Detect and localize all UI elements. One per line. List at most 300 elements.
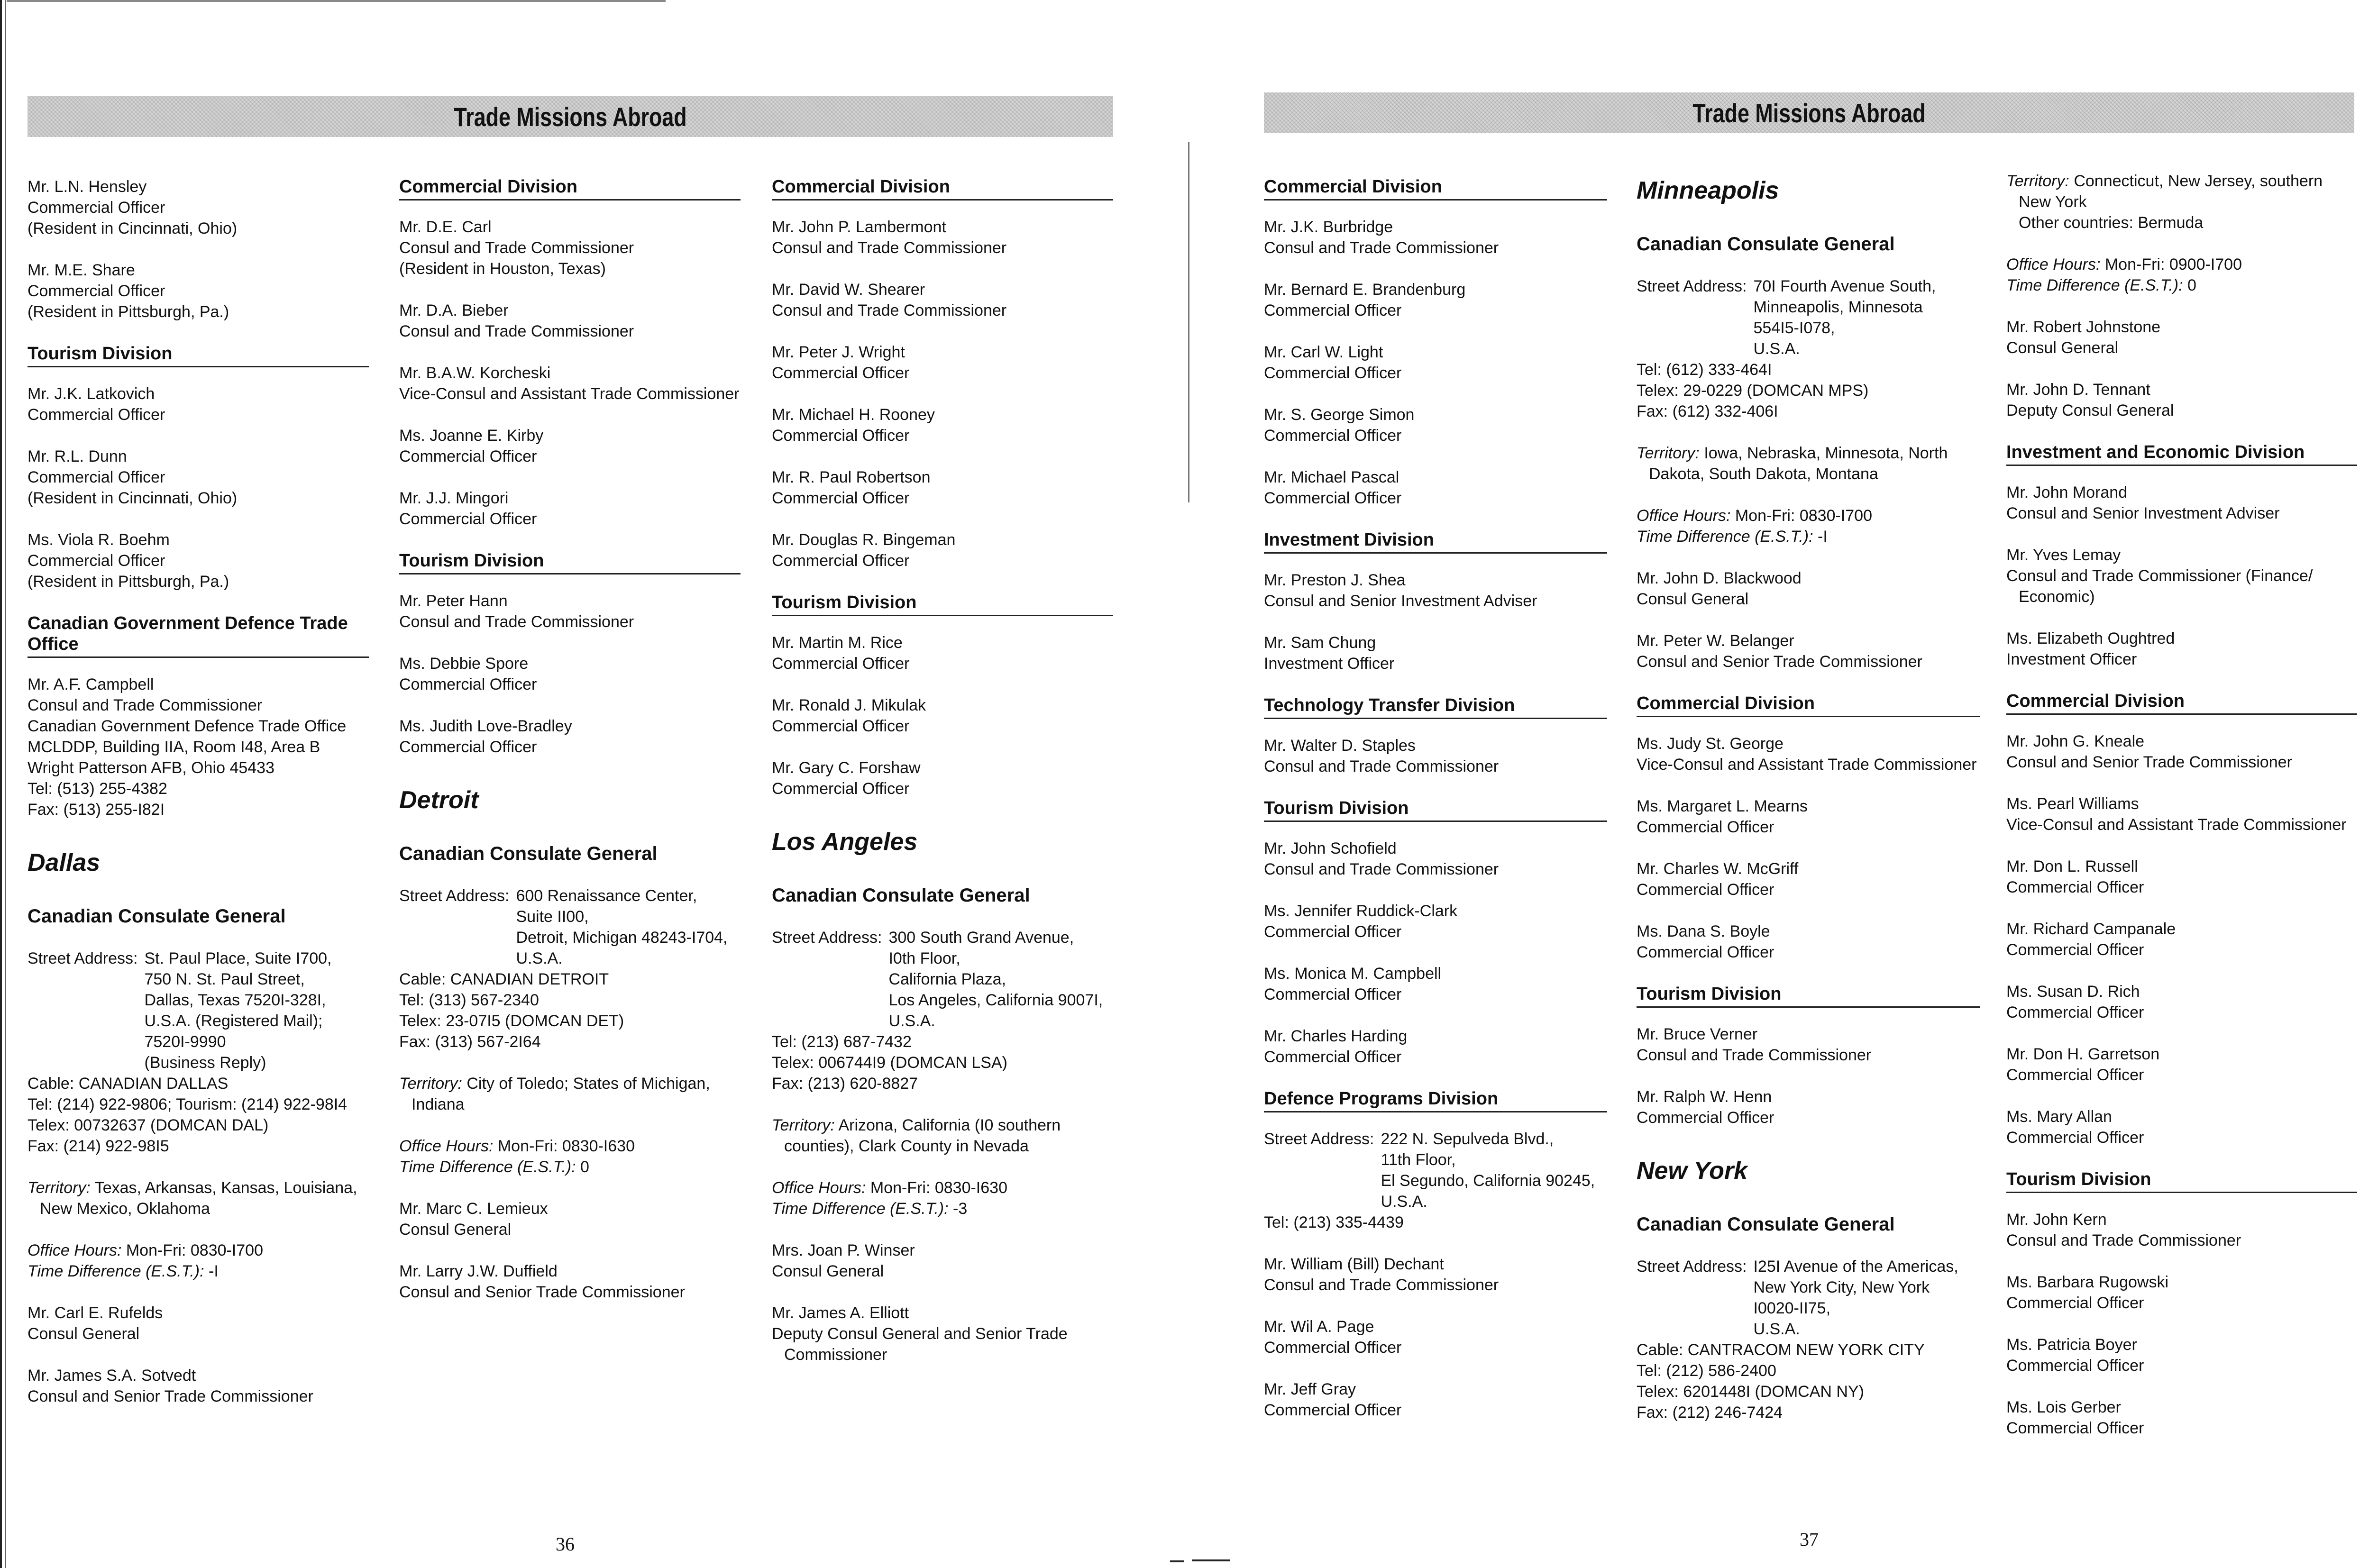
officer-title: (Resident in Cincinnati, Ohio): [27, 489, 238, 507]
officer-entry: [1637, 858, 1980, 900]
territory-line: [399, 1073, 741, 1094]
binding-edge: [0, 0, 6, 1568]
officer-list: [2006, 1209, 2357, 1439]
officer-title: Commercial Officer: [772, 780, 910, 798]
officer-entry: [2006, 1334, 2357, 1376]
officer-name: Mr. Michael H. Rooney: [772, 406, 935, 424]
territory-value: Iowa, Nebraska, Minnesota, North: [1704, 444, 1948, 462]
officer-entry: [27, 529, 369, 592]
time-difference-line: [27, 1261, 369, 1282]
officer-title: Commercial Officer: [1264, 301, 1402, 319]
consulate-general-heading: Canadian Consulate General: [399, 843, 658, 864]
address-line: 70I Fourth Avenue South,: [1753, 277, 1936, 295]
territory-line: [772, 1115, 1113, 1136]
officer-name: Mr. B.A.W. Korcheski: [399, 364, 551, 382]
address-line: U.S.A.: [1753, 1320, 1800, 1338]
officer-entry: [2006, 856, 2357, 898]
section-heading-commercial: Commercial Division: [399, 176, 741, 201]
officer-entry: [399, 591, 741, 632]
territory-value: Arizona, California (I0 southern: [838, 1116, 1061, 1134]
officer-entry: [1264, 632, 1607, 674]
officer-entry: [1264, 901, 1607, 942]
officer-name: Ms. Elizabeth Oughtred: [2006, 629, 2175, 647]
section-heading-investment: Investment Division: [1264, 529, 1607, 554]
contact-line: Telex: 23-07I5 (DOMCAN DET): [399, 1012, 624, 1030]
officer-entry: [2006, 981, 2357, 1023]
officer-entry: [27, 383, 369, 425]
officer-title: Commercial Officer: [1264, 923, 1402, 941]
contact-line: Telex: 00732637 (DOMCAN DAL): [27, 1116, 269, 1134]
officer-entry: [1264, 279, 1607, 321]
officer-name: Mr. D.E. Carl: [399, 218, 492, 236]
address-lines: [509, 885, 727, 969]
right-column-2: [1637, 176, 1980, 1444]
officer-name: Mr. Bruce Verner: [1637, 1025, 1758, 1043]
officer-title: Consul General: [27, 1325, 140, 1343]
officer-title: Commercial Officer: [1637, 1109, 1774, 1127]
address-line: Minneapolis, Minnesota: [1753, 298, 1923, 316]
other-countries-line: [2006, 212, 2357, 233]
officer-title: Consul and Trade Commissioner: [1264, 239, 1499, 257]
time-difference-line: [1637, 526, 1980, 547]
time-difference-line: [399, 1157, 741, 1177]
address-lines: [1747, 1256, 1958, 1340]
officer-title: Consul and Trade Commissioner: [1637, 1046, 1872, 1064]
officer-entry: [772, 1240, 1113, 1282]
top-edge-rule: [7, 0, 666, 2]
officer-title: Commercial Officer: [2006, 1066, 2144, 1084]
section-heading-investment-economic: Investment and Economic Division: [2006, 442, 2357, 466]
officer-title: Commercial Officer: [1264, 1048, 1402, 1066]
officer-entry: [1637, 630, 1980, 672]
office-hours-value: Mon-Fri: 0830-I700: [126, 1241, 263, 1259]
office-hours-label: Office Hours:: [772, 1179, 866, 1197]
officer-title: Commercial Officer: [772, 427, 910, 445]
detail-line: Fax: (513) 255-I82I: [27, 801, 165, 819]
officer-title: Consul and Trade Commissioner: [399, 239, 634, 257]
officer-title: Commercial Officer: [2006, 941, 2144, 959]
left-column-1: [27, 176, 369, 1428]
officer-title: Consul General: [2006, 339, 2119, 357]
officer-title: Commercial Officer: [27, 282, 165, 300]
officer-name: Mr. John D. Tennant: [2006, 381, 2150, 399]
contact-line: Fax: (612) 332-406I: [1637, 402, 1778, 420]
territory-label: Territory:: [2006, 172, 2069, 190]
officer-title: Consul and Trade Commissioner: [399, 322, 634, 340]
consulate-general-heading: Canadian Consulate General: [1637, 234, 1895, 255]
address-line: U.S.A.: [1753, 340, 1800, 358]
section-heading-tourism: Tourism Division: [1637, 984, 1980, 1008]
officer-name: Mr. David W. Shearer: [772, 281, 925, 299]
time-difference-line: [2006, 275, 2357, 296]
officer-name: Mr. Jeff Gray: [1264, 1380, 1356, 1398]
officer-name: Mr. Wil A. Page: [1264, 1318, 1374, 1336]
contact-line: Cable: CANADIAN DALLAS: [27, 1075, 229, 1093]
office-hours-value: Mon-Fri: 0830-I700: [1735, 507, 1872, 525]
office-hours-label: Office Hours:: [2006, 255, 2101, 273]
contact-line: Tel: (212) 586-2400: [1637, 1362, 1776, 1380]
officer-entry: [27, 176, 369, 239]
address-line: California Plaza,: [888, 970, 1006, 988]
section-heading-defence-programs: Defence Programs Division: [1264, 1088, 1607, 1112]
officer-entry: [1264, 1026, 1607, 1067]
officer-name: Mr. William (Bill) Dechant: [1264, 1255, 1444, 1273]
section-heading-commercial: Commercial Division: [2006, 691, 2357, 715]
territory-value: City of Toledo; States of Michigan,: [466, 1075, 710, 1093]
officer-title: Commercial Officer: [772, 717, 910, 735]
officer-entry: [2006, 1044, 2357, 1085]
officer-title: Consul General: [399, 1221, 512, 1239]
detail-line: 222 N. Sepulveda Blvd.,: [1381, 1130, 1554, 1148]
section-heading-tourism: Tourism Division: [1264, 798, 1607, 822]
time-difference-label: Time Difference (E.S.T.):: [2006, 276, 2183, 294]
officer-entry: [399, 1198, 741, 1240]
officer-title: Commercial Officer: [2006, 1357, 2144, 1375]
address-lines: [882, 927, 1103, 1031]
officer-title: Vice-Consul and Assistant Trade Commissioner: [1637, 756, 1977, 774]
officer-name: Mr. Yves Lemay: [2006, 546, 2121, 564]
address-line: U.S.A. (Registered Mail);: [144, 1012, 323, 1030]
officer-title: Consul and Trade Commissioner: [399, 613, 634, 631]
officer-title: Commercial Officer: [772, 489, 910, 507]
consulate-general-heading: Canadian Consulate General: [1637, 1214, 1895, 1235]
officer-list: [399, 591, 741, 757]
officer-name: Mr. R.L. Dunn: [27, 447, 127, 465]
time-difference-value: 0: [580, 1158, 589, 1176]
officer-title: Commercial Officer: [2006, 878, 2144, 896]
officer-name: Mr. Peter J. Wright: [772, 343, 905, 361]
officer-entry: [1264, 963, 1607, 1005]
officer-title: Deputy Consul General: [2006, 401, 2174, 419]
officer-entry: [399, 1261, 741, 1303]
contact-line: Telex: 29-0229 (DOMCAN MPS): [1637, 382, 1869, 400]
section-heading-defence-trade-office: Canadian Government Defence Trade Office: [27, 613, 369, 658]
address-line: Detroit, Michigan 48243-I704,: [516, 929, 728, 947]
officer-title: (Resident in Pittsburgh, Pa.): [27, 573, 229, 591]
mission-block-los-angeles: [772, 828, 1113, 1365]
officer-name: Mr. James A. Elliott: [772, 1304, 909, 1322]
section-heading-tourism: Tourism Division: [27, 343, 369, 367]
address-lines: [137, 948, 331, 1073]
right-page: [1184, 0, 2369, 1568]
officer-entry: [1637, 733, 1980, 775]
officer-title: Consul and Trade Commissioner: [1264, 1276, 1499, 1294]
officer-title: Investment Officer: [1264, 655, 1395, 673]
officer-title: Commercial Officer: [1637, 818, 1774, 836]
office-hours-line: [27, 1240, 369, 1261]
officer-title: Consul and Senior Trade Commissioner: [2006, 753, 2292, 771]
officer-entry: [772, 1303, 1113, 1365]
street-address: [1264, 1129, 1607, 1212]
officer-title: Commercial Officer: [399, 675, 537, 693]
contact-line: Tel: (214) 922-9806; Tourism: (214) 922-98I4: [27, 1095, 348, 1113]
officer-title: Consul and Senior Trade Commissioner: [27, 1387, 313, 1405]
officer-title: Vice-Consul and Assistant Trade Commissioner: [399, 385, 740, 403]
contact-lines: [1637, 359, 1980, 422]
officer-entry: [399, 425, 741, 467]
officer-title: Consul General: [1637, 590, 1749, 608]
officer-name: Ms. Joanne E. Kirby: [399, 427, 544, 445]
officer-entry: [1637, 796, 1980, 838]
officer-name: Mr. John Kern: [2006, 1211, 2107, 1229]
officer-name: Ms. Patricia Boyer: [2006, 1336, 2137, 1354]
officer-list: [1637, 568, 1980, 672]
officer-title: Commercial Officer: [1264, 1339, 1402, 1357]
officer-entry: [27, 1365, 369, 1407]
office-hours-label: Office Hours:: [27, 1241, 122, 1259]
officer-name: Mr. Douglas R. Bingeman: [772, 531, 956, 549]
officer-name: Mr. Preston J. Shea: [1264, 571, 1406, 589]
officer-title: Commercial Officer: [399, 510, 537, 528]
officer-name: Mr. Charles W. McGriff: [1637, 860, 1799, 878]
officer-entry: [2006, 919, 2357, 960]
other-countries-value: Bermuda: [2138, 214, 2204, 232]
officer-title: Consul and Trade Commissioner: [772, 301, 1007, 319]
mission-block-detroit: [399, 786, 741, 1303]
address-lines: [1747, 276, 1936, 359]
section-heading-tourism: Tourism Division: [2006, 1169, 2357, 1193]
officer-entry: [399, 488, 741, 529]
officer-entry: [1264, 217, 1607, 258]
officer-entry: [1264, 1254, 1607, 1295]
officer-entry: [2006, 1272, 2357, 1313]
officer-entry: [399, 300, 741, 342]
officer-title: Consul and Senior Investment Adviser: [1264, 592, 1537, 610]
officer-entry: [1637, 921, 1980, 963]
officer-name: Ms. Jennifer Ruddick-Clark: [1264, 902, 1458, 920]
address-line: (Business Reply): [144, 1054, 266, 1072]
officer-entry: [772, 404, 1113, 446]
other-countries-label: Other countries:: [2019, 214, 2133, 232]
address-line: 600 Renaissance Center,: [516, 887, 697, 905]
officer-name: Mr. Richard Campanale: [2006, 920, 2176, 938]
address-line: 750 N. St. Paul Street,: [144, 970, 305, 988]
officer-entry: [1264, 838, 1607, 880]
contact-lines: [27, 1073, 369, 1157]
territory-line: [27, 1177, 369, 1198]
officer-name: Mr. Peter Hann: [399, 592, 508, 610]
officer-list: [772, 217, 1113, 571]
officer-list: [399, 217, 741, 529]
officer-name: Mr. John G. Kneale: [2006, 732, 2145, 750]
officer-title: Investment Officer: [2006, 650, 2137, 668]
officer-entry: [772, 529, 1113, 571]
officer-entry: [772, 217, 1113, 258]
contact-line: Tel: (612) 333-464I: [1637, 361, 1772, 379]
section-heading-technology-transfer: Technology Transfer Division: [1264, 695, 1607, 719]
officer-name: Ms. Mary Allan: [2006, 1108, 2112, 1126]
officer-title: Commercial Officer: [27, 468, 165, 486]
territory-value: Texas, Arkansas, Kansas, Louisiana,: [94, 1179, 357, 1197]
officer-title: Commercial Officer: [772, 552, 910, 570]
territory-continuation: counties), Clark County in Nevada: [784, 1137, 1029, 1155]
officer-name: Mr. J.K. Latkovich: [27, 385, 155, 403]
office-hours-label: Office Hours:: [1637, 507, 1731, 525]
officer-name: Mr. James S.A. Sotvedt: [27, 1367, 196, 1385]
officer-name: Mr. John Morand: [2006, 483, 2128, 501]
officer-name: Mr. Walter D. Staples: [1264, 737, 1416, 755]
time-difference-label: Time Difference (E.S.T.):: [1637, 528, 1813, 546]
office-hours-value: Mon-Fri: 0830-I630: [870, 1179, 1007, 1197]
officer-name: Mr. Michael Pascal: [1264, 468, 1399, 486]
street-address: [1637, 276, 1980, 359]
officer-entry: [1264, 1379, 1607, 1421]
officer-title: Vice-Consul and Assistant Trade Commissioner: [2006, 816, 2347, 834]
address-label: Street Address:: [772, 929, 882, 947]
officer-name: Ms. Pearl Williams: [2006, 795, 2139, 813]
officer-title: Commercial Officer: [2006, 1419, 2144, 1437]
fold-mark: [1170, 1560, 1184, 1562]
address-lines: [1374, 1129, 1595, 1212]
right-column-3: [2006, 171, 2357, 1459]
right-column-1: [1264, 176, 1607, 1441]
address-line: Dallas, Texas 7520I-328I,: [144, 991, 326, 1009]
officer-entry: [2006, 482, 2357, 524]
time-difference-value: 0: [2187, 276, 2196, 294]
territory-label: Territory:: [772, 1116, 835, 1134]
officer-title: Commercial Officer: [2006, 1294, 2144, 1312]
officer-name: Mr. R. Paul Robertson: [772, 468, 931, 486]
officer-name: Ms. Monica M. Campbell: [1264, 965, 1442, 983]
officer-title: Consul and Senior Investment Adviser: [2006, 504, 2280, 522]
officer-entry: [772, 632, 1113, 674]
header-banner: [27, 96, 1113, 137]
header-title: Trade Missions Abroad: [454, 101, 687, 132]
header-title: Trade Missions Abroad: [1692, 98, 1926, 128]
officer-entry: [27, 446, 369, 509]
officer-name: Mr. Robert Johnstone: [2006, 318, 2161, 336]
officer-entry: [1264, 467, 1607, 509]
consulate-general-heading: Canadian Consulate General: [772, 885, 1030, 906]
officer-list: [27, 176, 369, 322]
address-label: Street Address:: [399, 887, 510, 905]
address-line: Suite II00,: [516, 908, 589, 926]
officer-list: [1264, 1254, 1607, 1421]
territory-label: Territory:: [399, 1075, 462, 1093]
officer-name: Mr. A.F. Campbell: [27, 675, 154, 693]
officer-entry: [2006, 317, 2357, 358]
officer-name: Ms. Viola R. Boehm: [27, 531, 170, 549]
officer-title: Commercial Officer: [27, 406, 165, 424]
contact-line: Fax: (212) 246-7424: [1637, 1404, 1783, 1422]
officer-entry: [399, 653, 741, 695]
officer-entry: [399, 217, 741, 279]
time-difference-line: [772, 1198, 1113, 1219]
officer-name: Mr. John D. Blackwood: [1637, 569, 1802, 587]
officer-entry: [1264, 404, 1607, 446]
officer-title: Commercial Officer: [772, 364, 910, 382]
officer-title: Commercial Officer: [27, 552, 165, 570]
officer-entry: [772, 342, 1113, 383]
officer-name: Mr. Larry J.W. Duffield: [399, 1262, 558, 1280]
street-address: [27, 948, 369, 1073]
detail-line: Tel: (513) 255-4382: [27, 780, 167, 798]
officer-entry: [1637, 1024, 1980, 1066]
street-address: [1637, 1256, 1980, 1340]
territory-label: Territory:: [1637, 444, 1700, 462]
city-heading: Detroit: [399, 786, 479, 814]
officer-name: Mr. Carl E. Rufelds: [27, 1304, 163, 1322]
territory-value: Connecticut, New Jersey, southern: [2074, 172, 2323, 190]
time-difference-label: Time Difference (E.S.T.):: [399, 1158, 576, 1176]
officer-title: (Resident in Houston, Texas): [399, 260, 606, 278]
address-line: U.S.A.: [516, 949, 563, 967]
officer-title: Commercial Officer: [1264, 364, 1402, 382]
officer-entry: [1264, 342, 1607, 383]
address-line: I0020-II75,: [1753, 1299, 1831, 1317]
officer-name: Mr. Don H. Garretson: [2006, 1045, 2160, 1063]
fold-mark: [1192, 1559, 1230, 1561]
officer-title: Commercial Officer: [1637, 881, 1774, 899]
officer-title: Commissioner: [784, 1346, 887, 1364]
officer-entry: [2006, 545, 2357, 607]
officer-name: Mr. Carl W. Light: [1264, 343, 1383, 361]
officer-list: [1264, 838, 1607, 1067]
left-column-3: [772, 176, 1113, 1386]
contact-line: Fax: (313) 567-2I64: [399, 1033, 541, 1051]
contact-line: Fax: (214) 922-98I5: [27, 1137, 169, 1155]
officer-list: [2006, 317, 2357, 421]
contact-lines: [399, 969, 741, 1052]
officer-title: Commercial Officer: [2006, 1003, 2144, 1021]
officer-entry: [2006, 628, 2357, 670]
left-page: [0, 0, 1184, 1568]
officer-entry: [2006, 1397, 2357, 1439]
officer-entry: [1637, 568, 1980, 610]
officer-list: [1637, 733, 1980, 963]
officer-name: Mrs. Joan P. Winser: [772, 1241, 915, 1259]
office-hours-label: Office Hours:: [399, 1137, 494, 1155]
contact-lines: [772, 1031, 1113, 1094]
officer-name: Mr. D.A. Bieber: [399, 301, 509, 319]
officer-entry: [1264, 735, 1607, 777]
section-heading-commercial: Commercial Division: [1637, 693, 1980, 717]
time-difference-value: -I: [1818, 528, 1828, 546]
officer-list: [27, 1303, 369, 1407]
territory-continuation: New Mexico, Oklahoma: [40, 1200, 210, 1218]
officer-title: Commercial Officer: [1264, 985, 1402, 1003]
territory-continuation: Dakota, South Dakota, Montana: [1649, 465, 1878, 483]
officer-title: Consul and Senior Trade Commissioner: [1637, 653, 1922, 671]
officer-name: Ms. Dana S. Boyle: [1637, 922, 1770, 940]
contact-line: Cable: CANTRACOM NEW YORK CITY: [1637, 1341, 1925, 1359]
officer-list: [1637, 1024, 1980, 1128]
consulate-general-heading: Canadian Consulate General: [27, 906, 286, 927]
officer-title: Consul and Trade Commissioner: [1264, 757, 1499, 775]
officer-title: Consul and Trade Commissioner: [1264, 860, 1499, 878]
officer-entry: [772, 695, 1113, 737]
page-number: 37: [1800, 1529, 1819, 1550]
gutter-line: [1188, 142, 1189, 502]
officer-title: Consul and Senior Trade Commissioner: [399, 1283, 685, 1301]
address-line: I0th Floor,: [888, 949, 960, 967]
territory-line: [2006, 171, 2357, 191]
contact-line: Telex: 006744I9 (DOMCAN LSA): [772, 1054, 1007, 1072]
contact-line: Fax: (213) 620-8827: [772, 1075, 918, 1093]
mission-block-new-york: [1637, 1157, 1980, 1423]
officer-entry: [1264, 570, 1607, 611]
officer-entry: [2006, 379, 2357, 421]
officer-list: [1264, 217, 1607, 509]
officer-name: Mr. John Schofield: [1264, 839, 1397, 857]
officer-name: Mr. J.K. Burbridge: [1264, 218, 1393, 236]
officer-list: [772, 632, 1113, 799]
officer-entry: [2006, 793, 2357, 835]
city-heading: Los Angeles: [772, 828, 918, 856]
officer-title: Commercial Officer: [1637, 943, 1774, 961]
time-difference-label: Time Difference (E.S.T.):: [772, 1200, 949, 1218]
mission-block-dallas: [27, 848, 369, 1407]
